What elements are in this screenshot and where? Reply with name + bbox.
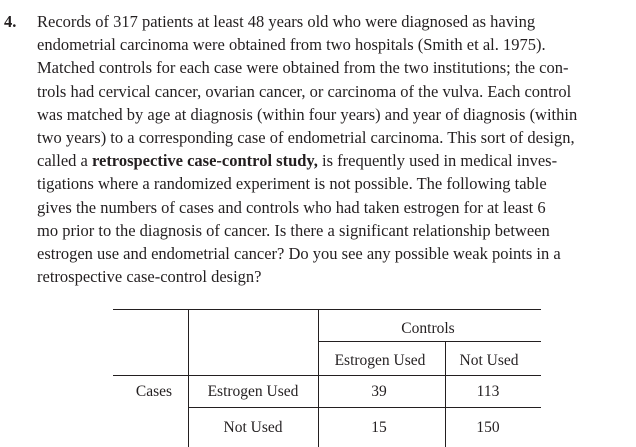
data-divider <box>318 309 319 447</box>
text-line: endometrial carcinoma were obtained from two hospitals (Smith et al. 1975). <box>37 35 546 55</box>
contingency-table <box>113 309 541 447</box>
text-line: trols had cervical cancer, ovarian cancer, or carcinoma of the vulva. Each control <box>37 81 572 101</box>
text-line: estrogen use and endometrial cancer? Do you see any possible weak points in a <box>37 244 561 264</box>
row-label-estrogen-used: Estrogen Used <box>207 383 299 400</box>
table-top-rule <box>113 309 541 310</box>
text-line: Matched controls for each case were obtained from the two institutions; the con- <box>37 58 569 78</box>
header-rule <box>113 375 541 376</box>
text-line: gives the numbers of cases and controls who had taken estrogen for at least 6 <box>37 197 546 217</box>
row-rule <box>188 407 541 408</box>
text-run: called a <box>37 151 92 171</box>
text-line <box>37 149 622 172</box>
row-label-not-used: Not Used <box>223 419 283 436</box>
text-line: two years) to a corresponding case of endometrial carcinoma. This sort of design, <box>37 128 575 148</box>
text-line: mo prior to the diagnosis of cancer. Is there a significant relationship between <box>37 220 550 240</box>
cases-label: Cases <box>135 383 173 400</box>
col-divider <box>445 341 446 447</box>
cell-value: 39 <box>371 383 387 400</box>
problem-text <box>37 10 622 288</box>
text-line: tigations where a randomized experiment is not possible. The following table <box>37 174 547 194</box>
row-label-divider <box>188 309 189 447</box>
controls-rule <box>318 341 541 342</box>
cell-value: 113 <box>476 383 500 400</box>
bold-term: retrospective case-control study, <box>91 151 318 171</box>
text-line: Records of 317 patients at least 48 years old who were diagnosed as having <box>37 12 536 31</box>
problem-number: 4. <box>4 12 17 31</box>
text-line: was matched by age at diagnosis (within four years) and year of diagnosis (within <box>37 104 578 124</box>
text-run: is frequently used in medical inves- <box>317 151 558 171</box>
col-header-not-used: Not Used <box>459 352 519 369</box>
cell-value: 150 <box>476 419 500 436</box>
controls-header: Controls <box>401 320 455 337</box>
cell-value: 15 <box>371 419 387 436</box>
col-header-estrogen-used: Estrogen Used <box>334 352 426 369</box>
text-line: retrospective case-control design? <box>37 267 262 287</box>
